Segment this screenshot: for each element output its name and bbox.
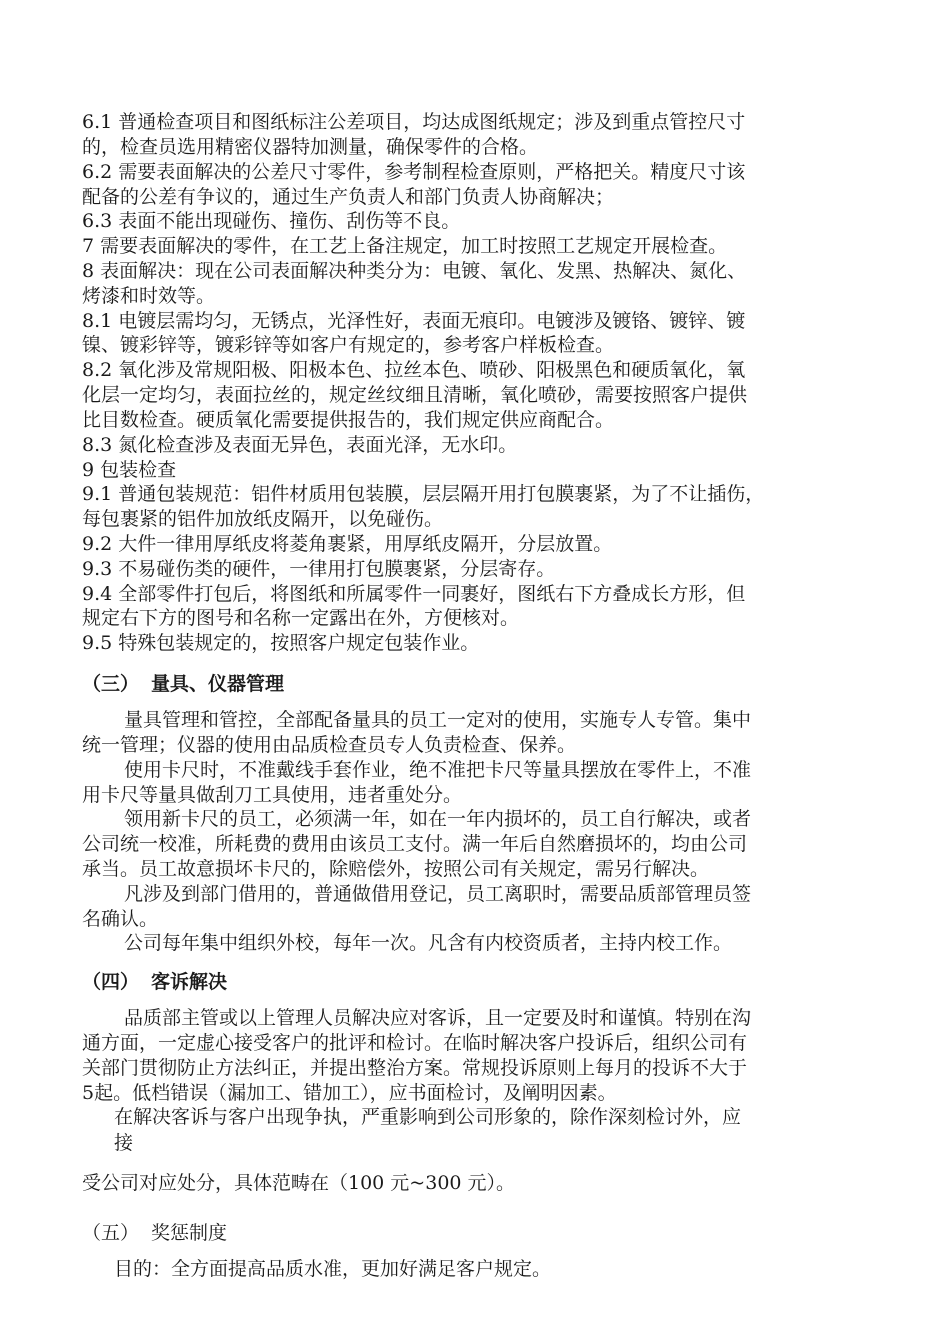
section-title: 客诉解决 <box>151 971 228 993</box>
text-line: 6.1 普通检查项目和图纸标注公差项目，均达成图纸规定；涉及到重点管控尺寸 <box>82 111 746 133</box>
text-line: 7 需要表面解决的零件，在工艺上备注规定，加工时按照工艺规定开展检查。 <box>82 235 728 257</box>
text-line: 的，检查员选用精密仪器特加测量，确保零件的合格。 <box>82 136 539 158</box>
text-line: 化层一定均匀，表面拉丝的，规定丝纹细且清晰，氧化喷砂，需要按照客户提供 <box>82 384 748 406</box>
text-line: 9.3 不易碰伤类的硬件，一律用打包膜裹紧，分层寄存。 <box>82 558 556 580</box>
paragraph-line: 领用新卡尺的员工，必须满一年，如在一年内损坏的，员工自行解决，或者 <box>124 808 752 830</box>
text-line: 烤漆和时效等。 <box>82 285 216 307</box>
paragraph-line: 使用卡尺时，不准戴线手套作业，绝不准把卡尺等量具摆放在零件上，不准 <box>124 759 752 781</box>
text-line: 配备的公差有争议的，通过生产负责人和部门负责人协商解决； <box>82 186 615 208</box>
text-line: 8 表面解决：现在公司表面解决种类分为：电镀、氧化、发黑、热解决、氮化、 <box>82 260 747 282</box>
text-line: 8.2 氧化涉及常规阳极、阳极本色、拉丝本色、喷砂、阳极黑色和硬质氧化，氧 <box>82 359 746 381</box>
text-line: 规定右下方的图号和名称一定露出在外，方便核对。 <box>82 607 520 629</box>
section-number: （五） <box>82 1222 140 1244</box>
section-title: 量具、仪器管理 <box>151 673 285 695</box>
text-line: 比目数检查。硬质氧化需要提供报告的，我们规定供应商配合。 <box>82 409 615 431</box>
section-heading-4 <box>82 970 227 995</box>
paragraph-line: 承当。员工故意损坏卡尺的，除赔偿外，按照公司有关规定，需另行解决。 <box>82 858 710 880</box>
paragraph-line: 受公司对应处分，具体范畴在（100 元~300 元）。 <box>82 1172 516 1194</box>
paragraph-line: 名确认。 <box>82 908 159 930</box>
section-heading-5 <box>82 1221 227 1246</box>
text-line: 6.2 需要表面解决的公差尺寸零件，参考制程检查原则，严格把关。精度尺寸该 <box>82 161 746 183</box>
text-line: 9.4 全部零件打包后，将图纸和所属零件一同裹好，图纸右下方叠成长方形，但 <box>82 583 746 605</box>
paragraph-line: 在解决客诉与客户出现争执，严重影响到公司形象的，除作深刻检讨外，应 <box>114 1106 742 1128</box>
paragraph-line: 5起。低档错误（漏加工、错加工），应书面检讨，及阐明因素。 <box>82 1082 617 1104</box>
text-line: 8.3 氮化检查涉及表面无异色，表面光泽，无水印。 <box>82 434 518 456</box>
paragraph-line: 目的：全方面提高品质水准，更加好满足客户规定。 <box>114 1258 552 1280</box>
text-line: 9.1 普通包装规范：铝件材质用包装膜，层层隔开用打包膜裹紧，为了不让插伤， <box>82 483 765 505</box>
text-line: 9.2 大件一律用厚纸皮将菱角裹紧，用厚纸皮隔开，分层放置。 <box>82 533 613 555</box>
paragraph-line: 凡涉及到部门借用的，普通做借用登记，员工离职时，需要品质部管理员签 <box>124 883 752 905</box>
paragraph-line: 统一管理；仪器的使用由品质检查员专人负责检查、保养。 <box>82 734 577 756</box>
paragraph-line: 关部门贯彻防止方法纠正，并提出整治方案。常规投诉原则上每月的投诉不大于 <box>82 1057 748 1079</box>
section-number: （三） <box>82 673 140 695</box>
paragraph-line: 量具管理和管控，全部配备量具的员工一定对的使用，实施专人专管。集中 <box>124 709 752 731</box>
text-line: 每包裹紧的铝件加放纸皮隔开，以免碰伤。 <box>82 508 444 530</box>
section-number: （四） <box>82 971 140 993</box>
text-line: 9.5 特殊包装规定的，按照客户规定包装作业。 <box>82 632 480 654</box>
section-heading-3 <box>82 672 284 697</box>
paragraph-line: 公司每年集中组织外校，每年一次。凡含有内校资质者，主持内校工作。 <box>124 932 733 954</box>
section-title: 奖惩制度 <box>151 1222 228 1244</box>
text-line: 9 包装检查 <box>82 459 177 481</box>
paragraph-line: 品质部主管或以上管理人员解决应对客诉，且一定要及时和谨慎。特别在沟 <box>124 1007 752 1029</box>
text-line: 镍、镀彩锌等，镀彩锌等如客户有规定的，参考客户样板检查。 <box>82 334 615 356</box>
text-line: 8.1 电镀层需均匀，无锈点，光泽性好，表面无痕印。电镀涉及镀铬、镀锌、镀 <box>82 310 746 332</box>
paragraph-line: 用卡尺等量具做刮刀工具使用，违者重处分。 <box>82 784 463 806</box>
paragraph-line: 公司统一校准，所耗费的费用由该员工支付。满一年后自然磨损坏的，均由公司 <box>82 833 748 855</box>
text-line: 6.3 表面不能出现碰伤、撞伤、刮伤等不良。 <box>82 210 461 232</box>
paragraph-line: 接 <box>114 1132 134 1154</box>
paragraph-line: 通方面，一定虚心接受客户的批评和检讨。在临时解决客户投诉后，组织公司有 <box>82 1032 748 1054</box>
